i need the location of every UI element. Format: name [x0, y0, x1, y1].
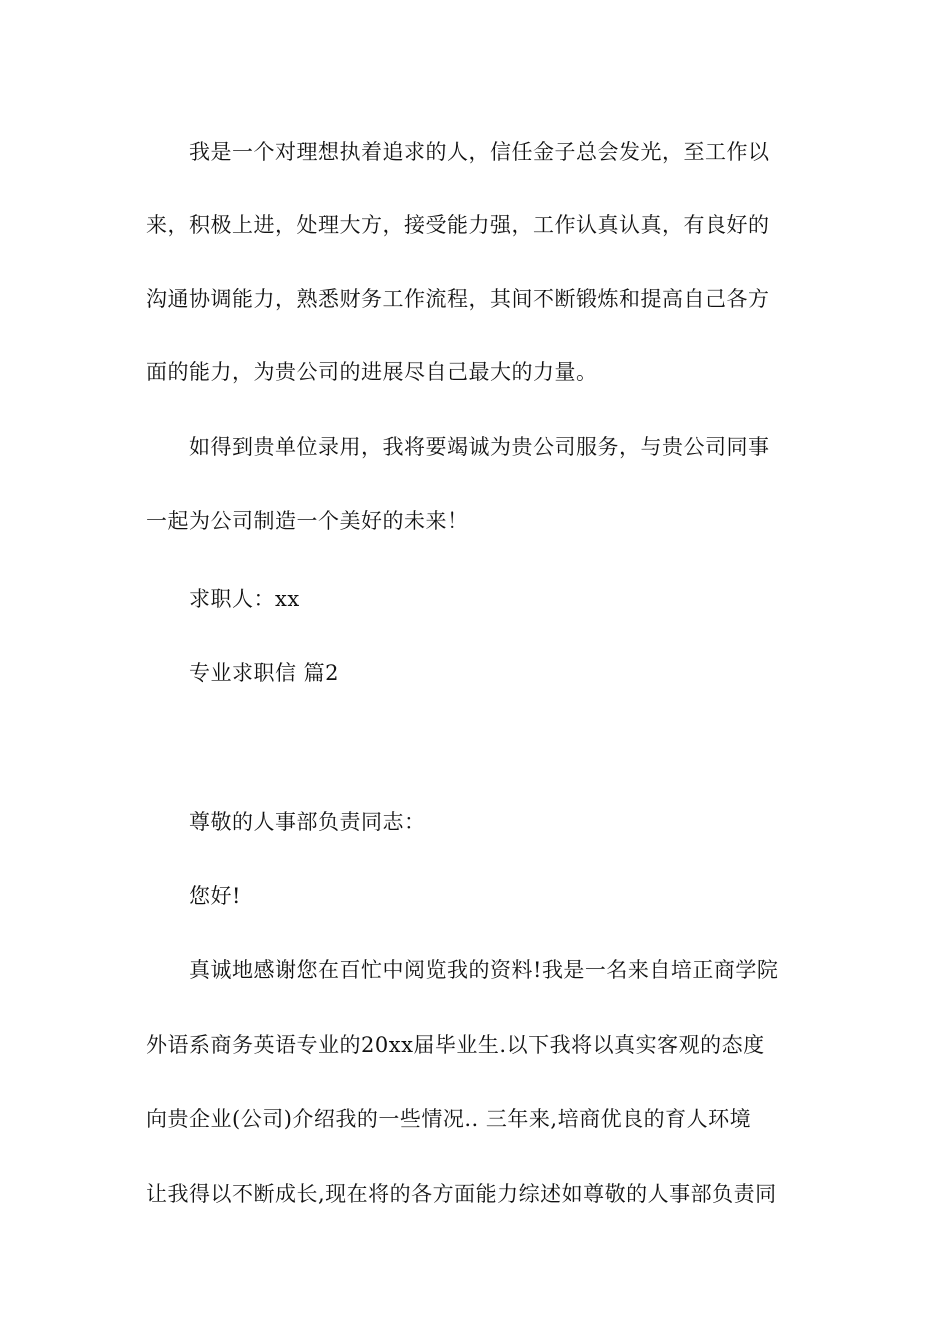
- paragraph-3-line-2: 外语系商务英语专业的20xx届毕业生.以下我将以真实客观的态度: [146, 1033, 765, 1057]
- salutation: 尊敬的人事部负责同志：: [189, 810, 426, 834]
- paragraph-2-line-2: 一起为公司制造一个美好的未来！: [146, 509, 469, 533]
- paragraph-1-line-2: 来，积极上进，处理大方，接受能力强，工作认真认真，有良好的: [146, 213, 770, 237]
- paragraph-3-line-1: 真诚地感谢您在百忙中阅览我的资料!我是一名来自培正商学院: [189, 958, 779, 982]
- paragraph-1-line-4: 面的能力，为贵公司的进展尽自己最大的力量。: [146, 360, 598, 384]
- greeting: 您好!: [189, 884, 241, 908]
- paragraph-3-line-3: 向贵企业(公司)介绍我的一些情况.. 三年来,培商优良的育人环境: [146, 1107, 752, 1131]
- paragraph-3-line-4: 让我得以不断成长,现在将的各方面能力综述如尊敬的人事部负责同: [146, 1182, 777, 1206]
- paragraph-1-line-1: 我是一个对理想执着追求的人，信任金子总会发光，至工作以: [189, 140, 770, 164]
- paragraph-1-line-3: 沟通协调能力，熟悉财务工作流程，其间不断锻炼和提高自己各方: [146, 287, 770, 311]
- section-heading: 专业求职信 篇2: [189, 661, 340, 685]
- applicant-signature: 求职人：xx: [189, 587, 300, 611]
- paragraph-2-line-1: 如得到贵单位录用，我将要竭诚为贵公司服务，与贵公司同事: [189, 435, 770, 459]
